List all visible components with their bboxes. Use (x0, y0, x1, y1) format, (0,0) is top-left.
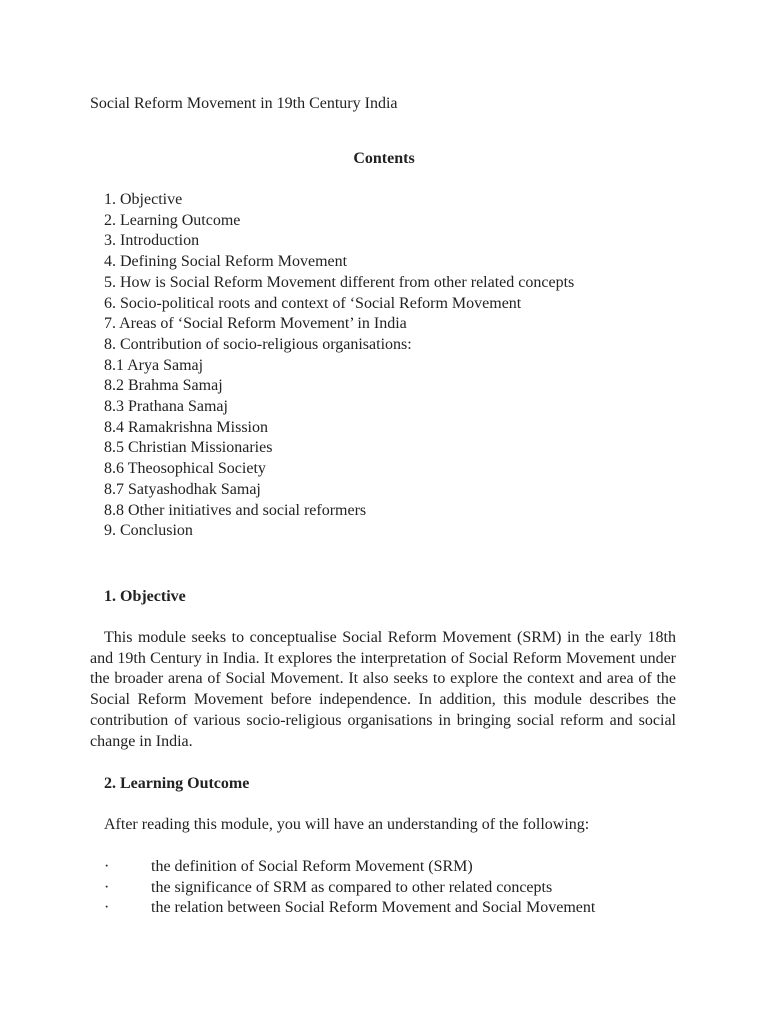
toc-item: 3. Introduction (104, 232, 200, 250)
learning-outcome-heading: 2. Learning Outcome (104, 775, 250, 792)
toc-item: 8.1 Arya Samaj (104, 356, 204, 374)
toc-item: 8.4 Ramakrishna Mission (104, 418, 268, 436)
list-item (104, 898, 595, 919)
objective-paragraph: This module seeks to conceptualise Social Reform Movement (SRM) in the early 18th and 19th Century in India. It explores the interpretation of Social Reform Movement under the broader arena of Social Movement. It also seeks to explore the context and area of the Social Reform Movement before independence. In addition, this module describes the contribution of various socio-religious organisations in bringing social reform and social change in India. (90, 629, 676, 750)
bullet-dot-icon: · (104, 878, 110, 896)
toc-item: 2. Learning Outcome (104, 211, 241, 229)
toc-item: 8.8 Other initiatives and social reformers (104, 501, 367, 519)
list-item (104, 878, 595, 899)
list-item-text: the relation between Social Reform Movement and Social Movement (151, 899, 596, 917)
list-item (104, 857, 595, 878)
list-item-text: the significance of SRM as compared to other related concepts (151, 878, 553, 896)
table-of-contents (90, 190, 574, 542)
list-item-text: the definition of Social Reform Movement (SRM) (151, 858, 473, 875)
toc-item: 8. Contribution of socio-religious organisations: (104, 335, 412, 353)
toc-item: 5. How is Social Reform Movement different from other related concepts (104, 273, 575, 291)
learning-outcome-intro: After reading this module, you will have an understanding of the following: (104, 816, 590, 833)
toc-item: 8.5 Christian Missionaries (104, 439, 273, 457)
toc-item: 8.7 Satyashodhak Samaj (104, 480, 261, 498)
document-title: Social Reform Movement in 19th Century India (90, 95, 398, 112)
objective-heading: 1. Objective (104, 588, 186, 605)
toc-item: 4. Defining Social Reform Movement (104, 253, 348, 271)
bullet-dot-icon: · (104, 858, 110, 875)
toc-item: 1. Objective (104, 191, 183, 208)
toc-item: 6. Socio-political roots and context of ‘Social Reform Movement (104, 294, 522, 312)
toc-item: 8.6 Theosophical Society (104, 460, 266, 478)
learning-outcome-list (104, 857, 595, 919)
toc-item: 8.2 Brahma Samaj (104, 377, 223, 395)
toc-item: 7. Areas of ‘Social Reform Movement’ in India (104, 315, 407, 333)
toc-item: 9. Conclusion (104, 522, 193, 540)
contents-heading: Contents (353, 150, 415, 167)
toc-item: 8.3 Prathana Samaj (104, 398, 228, 416)
bullet-dot-icon: · (104, 899, 110, 917)
